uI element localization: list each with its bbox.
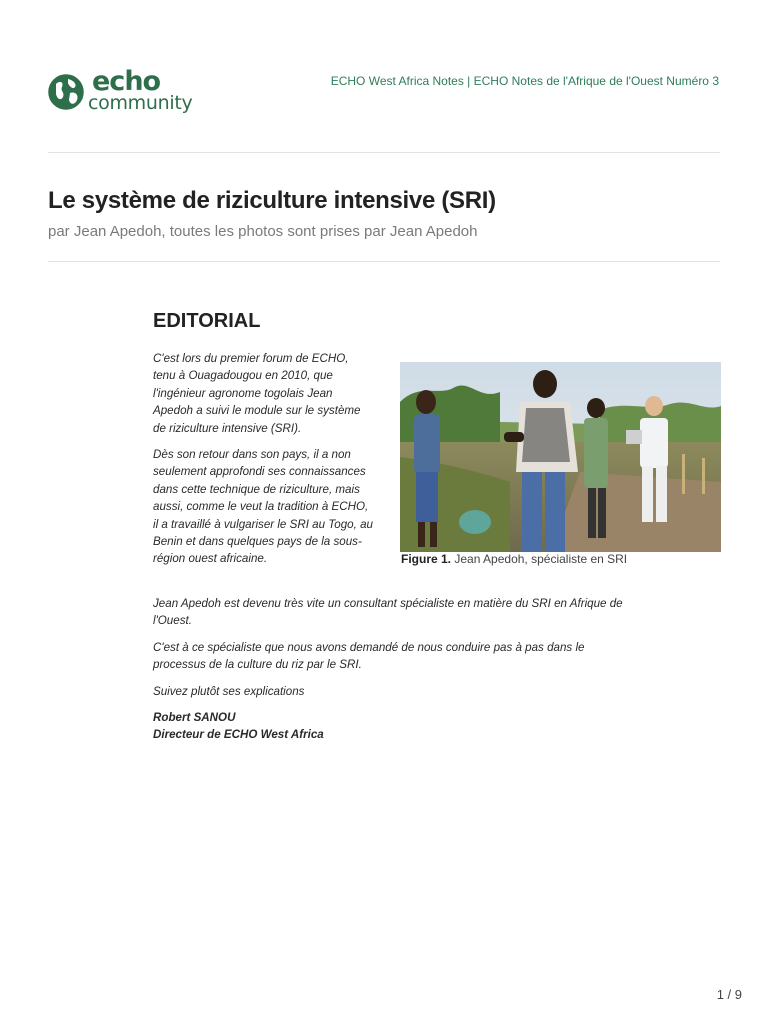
- editorial-paragraph: C'est lors du premier forum de ECHO, tenu à Ouagadougou en 2010, que l'ingénieur agronome togolais Jean Apedoh a suivi le module sur le système de riziculture intensive (SRI).: [153, 352, 361, 435]
- figure-label: Figure 1.: [401, 552, 452, 566]
- divider: [48, 152, 720, 153]
- echo-community-logo: [48, 68, 208, 120]
- article-title: Le système de riziculture intensive (SRI): [48, 187, 496, 214]
- signature-title: Directeur de ECHO West Africa: [153, 728, 324, 742]
- editorial-paragraph: Suivez plutôt ses explications: [153, 684, 305, 698]
- article-byline: par Jean Apedoh, toutes les photos sont prises par Jean Apedoh: [48, 223, 478, 240]
- editorial-paragraph: C'est à ce spécialiste que nous avons demandé de nous conduire pas à pas dans le processus de la culture du riz par le SRI.: [153, 640, 585, 672]
- editorial-continued: [153, 595, 623, 753]
- editorial-heading: EDITORIAL: [153, 310, 261, 332]
- publication-header: ECHO West Africa Notes | ECHO Notes de l'Afrique de l'Ouest Numéro 3: [330, 74, 719, 88]
- globe-leaf-icon: [48, 72, 86, 114]
- page-number: 1 / 9: [716, 987, 742, 1002]
- divider: [48, 261, 720, 262]
- editorial-paragraph: Dès son retour dans son pays, il a non seulement approfondi ses connaissances dans cette technique de riziculture, mais aussi, comme le veut la tradition à ECHO, il a travaillé à vulgariser le SRI au Togo, au Benin et dans quelques pays de la sous-région ouest africaine.: [153, 448, 373, 566]
- editorial-column: [153, 350, 373, 577]
- field-photo-illustration: [400, 362, 721, 552]
- figure-photo: [400, 362, 721, 552]
- editorial-paragraph: Jean Apedoh est devenu très vite un consultant spécialiste en matière du SRI en Afrique de l'Ouest.: [153, 597, 623, 628]
- signature-name: Robert SANOU: [153, 711, 236, 725]
- logo-echo-text: echo: [92, 66, 161, 97]
- signature: [153, 709, 623, 744]
- figure-caption-text: Jean Apedoh, spécialiste en SRI: [454, 552, 628, 566]
- figure-caption: [401, 552, 627, 566]
- logo-community-text: community: [88, 92, 193, 114]
